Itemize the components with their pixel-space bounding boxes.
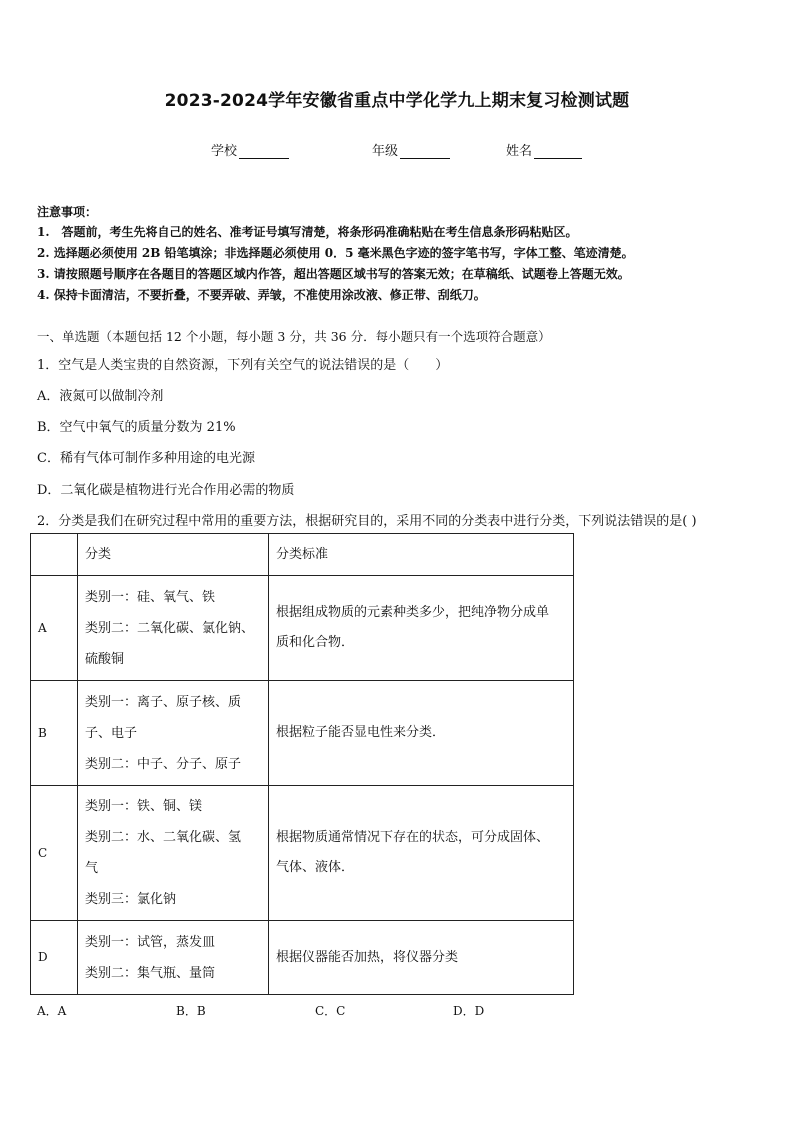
standard-line: 质和化合物． <box>276 635 355 650</box>
standard-line: 气体、液体． <box>276 860 355 875</box>
notice-item: 3. 请按照题号顺序在各题目的答题区域内作答，超出答题区域书写的答案无效；在草稿纸、试题卷上答题无效。 <box>37 267 630 281</box>
category-line: 气 <box>85 861 99 876</box>
notice-item: 1. 答题前，考生先将自己的姓名、准考证号填写清楚，将条形码准确粘贴在考生信息条形码粘贴区。 <box>37 225 578 239</box>
section-heading: 一、单选题（本题包括 12 个小题，每小题 3 分，共 36 分．每小题只有一个选项符合题意） <box>37 329 551 344</box>
row-label: B <box>31 681 78 786</box>
standard-cell <box>269 786 574 921</box>
category-line: 类别二：集气瓶、量筒 <box>85 965 216 981</box>
standard-line: 根据仪器能否加热，将仪器分类 <box>276 949 459 965</box>
question-2-option-a: A．A <box>37 1004 67 1018</box>
question-1-option-d: D．二氧化碳是植物进行光合作用必需的物质 <box>37 483 295 498</box>
category-line: 类别一：离子、原子核、质 <box>85 694 242 710</box>
category-cell <box>78 921 269 995</box>
question-2-option-b: B．B <box>176 1004 206 1018</box>
category-line: 类别三：氯化钠 <box>85 892 177 907</box>
question-1-option-c: C．稀有气体可制作多种用途的电光源 <box>37 451 255 466</box>
row-label: D <box>31 921 78 995</box>
question-1-option-b: B．空气中氧气的质量分数为 21% <box>37 420 236 435</box>
grade-field <box>372 140 450 159</box>
table-row <box>31 576 574 681</box>
name-blank <box>534 145 582 159</box>
school-field <box>211 140 289 159</box>
table-header-row <box>31 534 574 576</box>
name-field <box>506 140 582 159</box>
standard-cell <box>269 921 574 995</box>
table-row <box>31 681 574 786</box>
header-cell: 分类 <box>78 534 269 576</box>
question-2-option-c: C．C <box>315 1004 346 1018</box>
standard-line: 根据物质通常情况下存在的状态，可分成固体、 <box>276 830 550 845</box>
category-line: 子、电子 <box>85 725 138 741</box>
category-cell <box>78 681 269 786</box>
page-title: 2023-2024学年安徽省重点中学化学九上期末复习检测试题 <box>164 91 630 111</box>
question-2-stem: 2．分类是我们在研究过程中常用的重要方法，根据研究目的，采用不同的分类表中进行分类，下列说法错误的是( ) <box>37 514 697 529</box>
category-line: 类别一：试管，蒸发皿 <box>85 934 216 950</box>
standard-line: 根据粒子能否显电性来分类． <box>276 725 446 740</box>
question-2-option-d: D．D <box>453 1004 485 1018</box>
grade-label: 年级 <box>372 144 399 159</box>
notice-heading: 注意事项： <box>37 205 98 219</box>
grade-blank <box>400 145 450 159</box>
header-cell <box>31 534 78 576</box>
category-line: 类别二：水、二氧化碳、氢 <box>85 830 242 845</box>
notice-item: 2. 选择题必须使用 2B 铅笔填涂；非选择题必须使用 0．5 毫米黑色字迹的签字笔书写，字体工整、笔迹清楚。 <box>37 246 634 260</box>
category-cell <box>78 786 269 921</box>
row-label: C <box>31 786 78 921</box>
row-label: A <box>31 576 78 681</box>
school-label: 学校 <box>211 144 238 159</box>
table-row <box>31 786 574 921</box>
standard-cell <box>269 681 574 786</box>
category-line: 类别一：铁、铜、镁 <box>85 799 203 814</box>
category-line: 硫酸铜 <box>85 651 125 667</box>
category-line: 类别二：二氧化碳、氯化钠、 <box>85 620 255 636</box>
table-row <box>31 921 574 995</box>
header-cell: 分类标准 <box>269 534 574 576</box>
standard-cell <box>269 576 574 681</box>
name-label: 姓名 <box>506 144 533 159</box>
question-1-option-a: A．液氮可以做制冷剂 <box>37 389 164 404</box>
category-line: 类别二：中子、分子、原子 <box>85 756 242 772</box>
question-1-stem: 1．空气是人类宝贵的自然资源，下列有关空气的说法错误的是（ ） <box>37 358 449 373</box>
notice-item: 4. 保持卡面清洁，不要折叠，不要弄破、弄皱，不准使用涂改液、修正带、刮纸刀。 <box>37 288 486 302</box>
category-cell <box>78 576 269 681</box>
classification-table <box>30 533 574 995</box>
standard-line: 根据组成物质的元素种类多少，把纯净物分成单 <box>276 605 550 620</box>
category-line: 类别一：硅、氧气、铁 <box>85 589 216 605</box>
school-blank <box>239 145 289 159</box>
